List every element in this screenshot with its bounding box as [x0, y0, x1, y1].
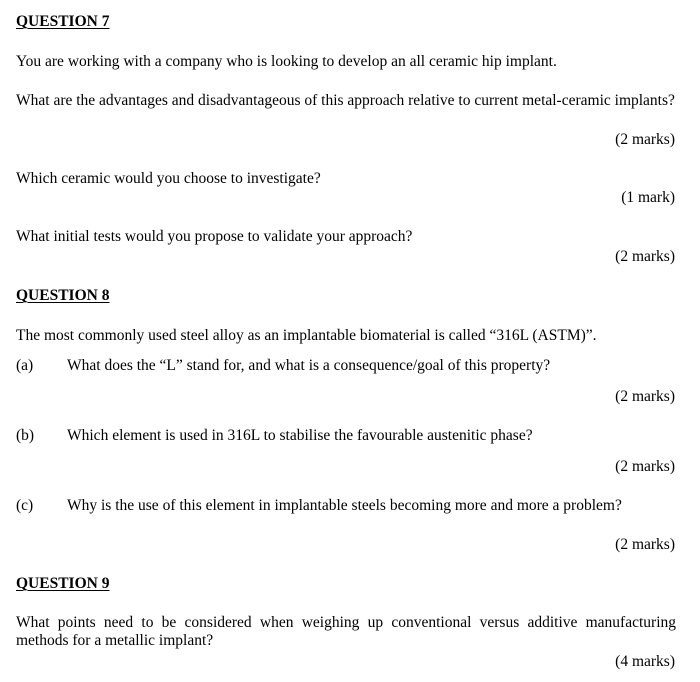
- question-8-intro: The most commonly used steel alloy as an implantable biomaterial is called “316L (ASTM)”.: [16, 327, 597, 344]
- question-7-part-1-marks: (2 marks): [615, 131, 675, 148]
- question-7-part-2-marks: (1 mark): [621, 189, 675, 206]
- question-8-part-b-marks: (2 marks): [615, 458, 675, 475]
- question-8-part-b-label: (b): [16, 427, 35, 444]
- question-8-part-a-marks: (2 marks): [615, 388, 675, 405]
- question-9-part-1-marks: (4 marks): [615, 653, 675, 670]
- question-7-part-3-text: What initial tests would you propose to validate your approach?: [16, 228, 413, 245]
- question-7-intro: You are working with a company who is looking to develop an all ceramic hip implant.: [16, 53, 557, 70]
- question-8-part-a-text: What does the “L” stand for, and what is a consequence/goal of this property?: [67, 357, 551, 374]
- question-8-part-a-label: (a): [16, 357, 34, 374]
- question-8-part-c-label: (c): [16, 497, 34, 514]
- question-8-part-c-text: Why is the use of this element in implantable steels becoming more and more a problem?: [67, 497, 622, 514]
- question-8-heading: QUESTION 8: [16, 287, 110, 304]
- question-7-heading: QUESTION 7: [16, 13, 110, 30]
- question-9-heading: QUESTION 9: [16, 575, 110, 592]
- question-7-part-2-text: Which ceramic would you choose to investigate?: [16, 170, 321, 187]
- question-7-part-3-marks: (2 marks): [615, 248, 675, 265]
- question-9-part-1-text: What points need to be considered when weighing up conventional versus additive manufacturing methods for a metallic implant?: [16, 614, 676, 649]
- question-8-part-c-marks: (2 marks): [615, 536, 675, 553]
- question-7-part-1-text: What are the advantages and disadvantageous of this approach relative to current metal-ceramic implants?: [16, 92, 675, 109]
- question-8-part-b-text: Which element is used in 316L to stabilise the favourable austenitic phase?: [67, 427, 533, 444]
